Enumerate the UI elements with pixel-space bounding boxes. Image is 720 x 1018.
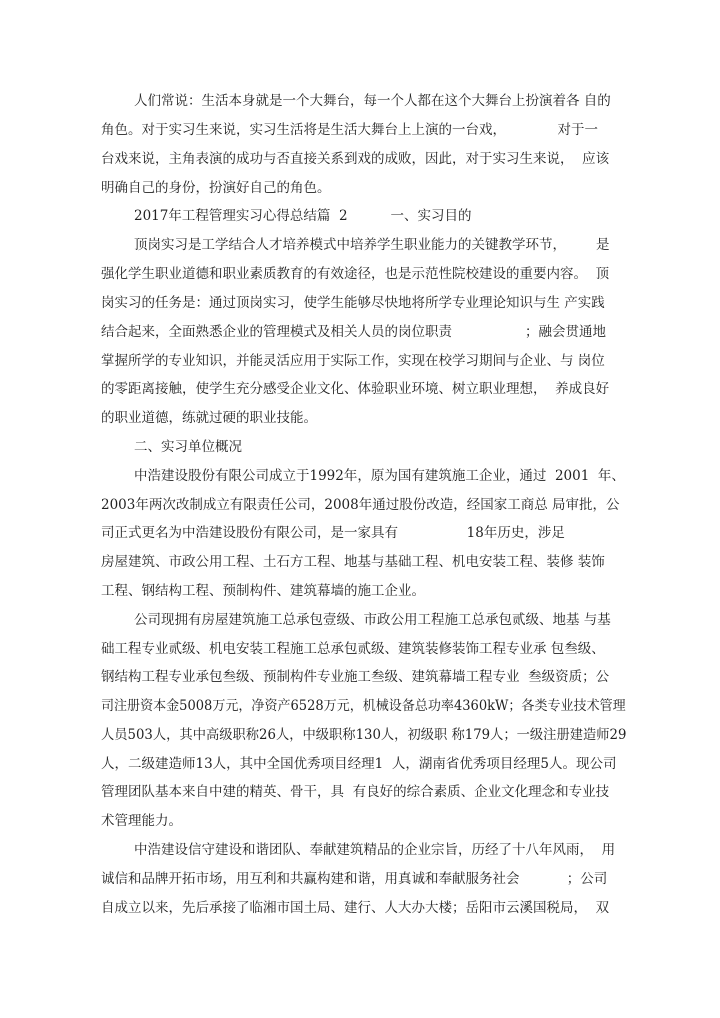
text-line: 顶岗实习是工学结合人才培养模式中培养学生职业能力的关键教学环节， 是 [134,237,610,253]
text-line: 结合起来，全面熟悉企业的管理模式及相关人员的岗位职责 ；融会贯通地 [101,324,606,340]
text-line: 2003年两次改制成立有限责任公司，2008年通过股份改造，经国家工商总 局审批，公 [101,497,620,513]
text-line: 掌握所学的专业知识，并能灵活应用于实际工作，实现在校学习期间与企业、与 岗位 [101,353,605,369]
text-line: 术管理能力。 [101,813,182,829]
text-line: 工程、钢结构工程、预制构件、建筑幕墙的施工企业。 [101,583,425,599]
text-line: 人们常说：生活本身就是一个大舞台，每一个人都在这个大舞台上扮演着各 自的 [134,93,611,109]
text-line: 人员503人，其中高级职称26人，中级职称130人，初级职 称179人；一级注册建造师29 [101,727,627,743]
text-line: 公司现拥有房屋建筑施工总承包壹级、市政公用工程施工总承包贰级、地基 与基 [134,612,611,628]
text-line: 人，二级建造师13人，其中全国优秀项目经理1 人，湖南省优秀项目经理5人。现公司 [101,756,617,772]
section-heading: 2017年工程管理实习心得总结篇 2 一、实习目的 [134,208,472,224]
text-line: 中浩建设股份有限公司成立于1992年，原为国有建筑施工企业，通过 2001 年、 [134,468,625,484]
text-line: 强化学生职业道德和职业素质教育的有效途径，也是示范性院校建设的重要内容。 顶 [101,266,610,282]
text-line: 房屋建筑、市政公用工程、土石方工程、地基与基础工程、机电安装工程、装修 装饰 [101,554,605,570]
text-line: 中浩建设信守建设和谐团队、奉献建筑精品的企业宗旨，历经了十八年风雨， 用 [134,842,616,858]
text-line: 明确自己的身份，扮演好自己的角色。 [101,180,331,196]
text-line: 司正式更名为中浩建设股份有限公司，是一家具有 18年历史，涉足 [101,525,565,541]
text-line: 的零距离接触，使学生充分感受企业文化、体验职业环境、树立职业理想， 养成良好 [101,381,610,397]
text-line: 诚信和品牌开拓市场，用互利和共赢构建和谐，用真诚和奉献服务社会 ；公司 [101,871,608,887]
text-line: 钢结构工程专业承包叁级、预制构件专业施工叁级、建筑幕墙工程专业 叁级资质；公 [101,669,610,685]
text-line: 管理团队基本来自中建的精英、骨干，具 有良好的综合素质、企业文化理念和专业技 [101,784,610,800]
text-line: 司注册资本金5008万元，净资产6528万元，机械设备总功率4360kW；各类专业技术管理 [101,698,626,714]
text-line: 自成立以来，先后承接了临湘市国土局、建行、人大办大楼；岳阳市云溪国税局， 双 [101,900,610,916]
text-line: 的职业道德，练就过硬的职业技能。 [101,410,317,426]
text-line: 岗实习的任务是：通过顶岗实习，使学生能够尽快地将所学专业理论知识与生 产实践 [101,295,605,311]
section-heading: 二、实习单位概况 [134,439,242,455]
text-line: 础工程专业贰级、机电安装工程施工总承包贰级、建筑装修装饰工程专业承 包叁级、 [101,641,605,657]
text-line: 角色。对于实习生来说，实习生活将是生活大舞台上上演的一台戏， 对于一 [101,122,598,138]
text-line: 台戏来说，主角表演的成功与否直接关系到戏的成败，因此，对于实习生来说， 应该 [101,151,610,167]
